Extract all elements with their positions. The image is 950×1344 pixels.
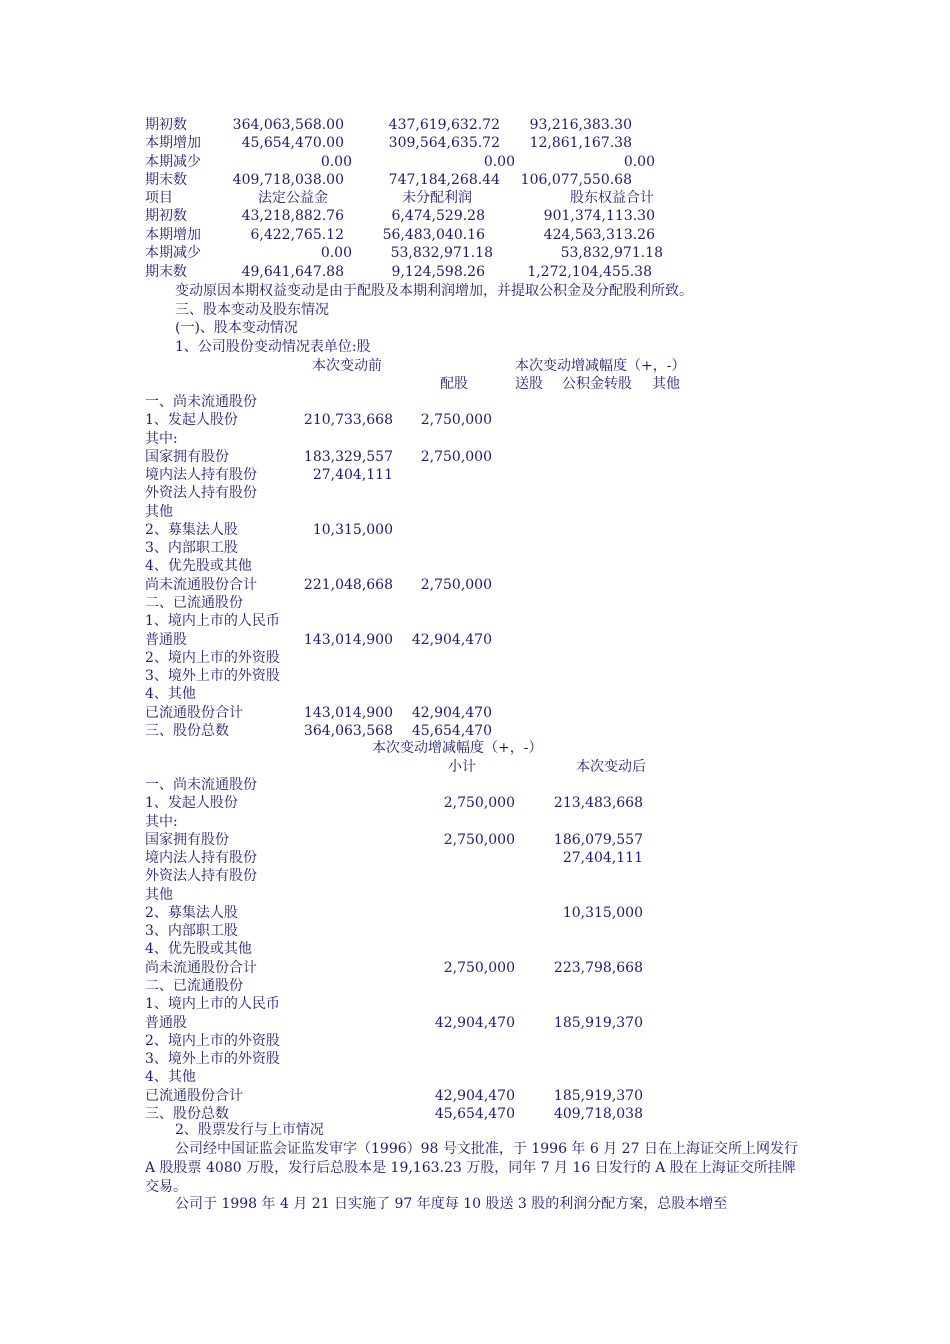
column-header: 项目 — [145, 190, 173, 206]
table-row — [0, 244, 950, 262]
cell-after: 27,404,111 — [562, 850, 643, 866]
cell-before: 143,014,900 — [303, 632, 393, 648]
row-label: 2、募集法人股 — [145, 522, 238, 538]
row-label: 外资法人持有股份 — [145, 485, 257, 501]
row-label: 4、其他 — [145, 686, 196, 702]
cell-value: 309,564,635.72 — [388, 135, 500, 151]
column-header-other: 其他 — [652, 376, 680, 392]
section-title: 三、股本变动及股东情况 — [175, 302, 329, 318]
cell-value: 6,422,765.12 — [250, 227, 344, 243]
row-label: 本期减少 — [145, 245, 201, 261]
row-label: 1、发起人股份 — [145, 412, 238, 428]
cell-value: 1,272,104,455.38 — [527, 264, 652, 280]
table-row — [0, 226, 950, 244]
row-label: 尚未流通股份合计 — [145, 960, 257, 976]
table-row — [0, 722, 950, 740]
table-row — [0, 849, 950, 867]
table-row — [0, 134, 950, 152]
table-row — [0, 1014, 950, 1032]
table-row — [0, 116, 950, 134]
subsection-heading — [0, 1121, 950, 1139]
table-header-row — [0, 189, 950, 207]
row-label: 境内法人持有股份 — [145, 467, 257, 483]
column-header-after: 本次变动后 — [576, 759, 646, 775]
equity-change-reason — [0, 282, 950, 300]
cell-before: 221,048,668 — [303, 577, 393, 593]
cell-value: 6,474,529.28 — [391, 208, 485, 224]
column-header-gongjijin: 公积金转股 — [562, 376, 632, 392]
row-label: 普通股 — [145, 1015, 187, 1031]
cell-peigu: 2,750,000 — [420, 412, 492, 428]
cell-value: 747,184,268.44 — [388, 172, 500, 188]
column-header-peigu: 配股 — [440, 376, 468, 392]
cell-value: 53,832,971.18 — [560, 245, 663, 261]
table-row — [0, 521, 950, 539]
row-label: 本期增加 — [145, 135, 201, 151]
row-label: 4、优先股或其他 — [145, 941, 252, 957]
row-label: 三、股份总数 — [145, 723, 229, 739]
table-row — [0, 1068, 950, 1086]
row-label: 普通股 — [145, 632, 187, 648]
share-table2-header — [0, 739, 950, 757]
cell-subtotal: 2,750,000 — [443, 832, 515, 848]
section-heading — [0, 301, 950, 319]
table-row — [0, 977, 950, 995]
table-row — [0, 393, 950, 411]
cell-subtotal: 2,750,000 — [443, 795, 515, 811]
table-row — [0, 411, 950, 429]
cell-before: 210,733,668 — [303, 412, 393, 428]
paragraph-issuance — [145, 1140, 807, 1197]
cell-subtotal: 42,904,470 — [434, 1015, 515, 1031]
table-row — [0, 1087, 950, 1105]
cell-value: 424,563,313.26 — [543, 227, 655, 243]
table-row — [0, 831, 950, 849]
cell-after: 185,919,370 — [553, 1088, 643, 1104]
column-header-subtotal: 小计 — [448, 759, 476, 775]
table-row — [0, 685, 950, 703]
table-row — [0, 612, 950, 630]
row-label: 期初数 — [145, 208, 187, 224]
row-label: 其他 — [145, 887, 173, 903]
row-label: 尚未流通股份合计 — [145, 577, 257, 593]
cell-value: 56,483,040.16 — [382, 227, 485, 243]
row-label: 已流通股份合计 — [145, 1088, 243, 1104]
cell-value: 43,218,882.76 — [241, 208, 344, 224]
cell-before: 10,315,000 — [312, 522, 393, 538]
table-row — [0, 995, 950, 1013]
table-row — [0, 153, 950, 171]
table-row — [0, 813, 950, 831]
paragraph-text: 公司于 1998 年 4 月 21 日实施了 97 年度每 10 股送 3 股的利润分配方案，总股本增至 — [175, 1196, 728, 1212]
row-label: 境内法人持有股份 — [145, 850, 257, 866]
row-label: 国家拥有股份 — [145, 449, 229, 465]
reason-text: 变动原因本期权益变动是由于配股及本期利润增加，并提取公积金及分配股利所致。 — [175, 283, 693, 299]
table-row — [0, 503, 950, 521]
cell-value: 0.00 — [623, 154, 655, 170]
table-row — [0, 263, 950, 281]
row-label: 本期增加 — [145, 227, 201, 243]
cell-value: 409,718,038.00 — [232, 172, 344, 188]
table-row — [0, 704, 950, 722]
paragraph-text: 公司经中国证监会证监发审字（1996）98 号文批准，于 1996 年 6 月 27 日在上海证交所上网发行 A 股股票 4080 万股，发行后总股本是 19,163.23 万股，同年 7 月 16 日发行的 A 股在上海证交所挂牌交易。 — [145, 1141, 798, 1195]
cell-after: 185,919,370 — [553, 1015, 643, 1031]
cell-value: 0.00 — [483, 154, 515, 170]
cell-value: 93,216,383.30 — [529, 117, 632, 133]
row-label: 其中: — [145, 814, 178, 830]
table-row — [0, 776, 950, 794]
row-label: 2、募集法人股 — [145, 905, 238, 921]
row-label: 其他 — [145, 504, 173, 520]
cell-subtotal: 2,750,000 — [443, 960, 515, 976]
column-header: 股东权益合计 — [570, 190, 654, 206]
table-row — [0, 867, 950, 885]
cell-after: 10,315,000 — [562, 905, 643, 921]
cell-value: 106,077,550.68 — [520, 172, 632, 188]
row-label: 一、尚未流通股份 — [145, 394, 257, 410]
row-label: 3、内部职工股 — [145, 923, 238, 939]
column-header: 未分配利润 — [402, 190, 472, 206]
table-caption — [0, 338, 950, 356]
cell-after: 213,483,668 — [553, 795, 643, 811]
cell-peigu: 45,654,470 — [411, 723, 492, 739]
cell-value: 12,861,167.38 — [529, 135, 632, 151]
cell-value: 0.00 — [320, 245, 352, 261]
row-label: 3、内部职工股 — [145, 540, 238, 556]
table-row — [0, 448, 950, 466]
column-header: 法定公益金 — [258, 190, 328, 206]
row-label: 国家拥有股份 — [145, 832, 229, 848]
cell-after: 186,079,557 — [553, 832, 643, 848]
table-row — [0, 207, 950, 225]
cell-subtotal: 45,654,470 — [434, 1106, 515, 1122]
table-row — [0, 576, 950, 594]
table-row — [0, 940, 950, 958]
cell-after: 223,798,668 — [553, 960, 643, 976]
table-row — [0, 667, 950, 685]
cell-value: 437,619,632.72 — [388, 117, 500, 133]
table-row — [0, 466, 950, 484]
table-row — [0, 922, 950, 940]
row-label: 外资法人持有股份 — [145, 868, 257, 884]
cell-subtotal: 42,904,470 — [434, 1088, 515, 1104]
cell-value: 901,374,113.30 — [543, 208, 655, 224]
row-label: 2、境内上市的外资股 — [145, 650, 280, 666]
row-label: 1、境内上市的人民币 — [145, 996, 280, 1012]
table-row — [0, 886, 950, 904]
row-label: 期初数 — [145, 117, 187, 133]
table-row — [0, 430, 950, 448]
share-table1-subheader — [0, 375, 950, 393]
row-label: 已流通股份合计 — [145, 705, 243, 721]
paragraph-dividend — [145, 1195, 807, 1214]
cell-peigu: 2,750,000 — [420, 449, 492, 465]
table-row — [0, 539, 950, 557]
cell-value: 49,641,647.88 — [241, 264, 344, 280]
row-label: 一、尚未流通股份 — [145, 777, 257, 793]
table-row — [0, 484, 950, 502]
cell-before: 364,063,568 — [303, 723, 393, 739]
row-label: 二、已流通股份 — [145, 978, 243, 994]
table-row — [0, 1032, 950, 1050]
table-row — [0, 794, 950, 812]
cell-before: 143,014,900 — [303, 705, 393, 721]
row-label: 4、其他 — [145, 1069, 196, 1085]
cell-before: 27,404,111 — [312, 467, 393, 483]
cell-value: 9,124,598.26 — [391, 264, 485, 280]
column-header-change: 本次变动增减幅度（+，-） — [515, 358, 686, 374]
row-label: 本期减少 — [145, 154, 201, 170]
cell-before: 183,329,557 — [303, 449, 393, 465]
table-row — [0, 631, 950, 649]
row-label: 4、优先股或其他 — [145, 558, 252, 574]
share-table2-subheader — [0, 758, 950, 776]
subsection-title: (一)、股本变动情况 — [175, 320, 298, 336]
column-header-change: 本次变动增减幅度（+，-） — [372, 740, 543, 756]
row-label: 其中: — [145, 431, 178, 447]
row-label: 3、境外上市的外资股 — [145, 668, 280, 684]
column-header-songgu: 送股 — [515, 376, 543, 392]
subsection-heading — [0, 319, 950, 337]
cell-peigu: 42,904,470 — [411, 632, 492, 648]
row-label: 1、境内上市的人民币 — [145, 613, 280, 629]
cell-peigu: 2,750,000 — [420, 577, 492, 593]
row-label: 期末数 — [145, 172, 187, 188]
table-row — [0, 171, 950, 189]
table-title: 1、公司股份变动情况表单位:股 — [175, 339, 371, 355]
cell-value: 45,654,470.00 — [241, 135, 344, 151]
share-table1-header — [0, 357, 950, 375]
table-row — [0, 904, 950, 922]
cell-value: 364,063,568.00 — [232, 117, 344, 133]
table-row — [0, 557, 950, 575]
cell-value: 53,832,971.18 — [390, 245, 493, 261]
subsection-title-2: 2、股票发行与上市情况 — [175, 1122, 324, 1138]
table-row — [0, 594, 950, 612]
table-row — [0, 959, 950, 977]
row-label: 期末数 — [145, 264, 187, 280]
row-label: 3、境外上市的外资股 — [145, 1051, 280, 1067]
row-label: 2、境内上市的外资股 — [145, 1033, 280, 1049]
cell-peigu: 42,904,470 — [411, 705, 492, 721]
table-row — [0, 1050, 950, 1068]
row-label: 三、股份总数 — [145, 1106, 229, 1122]
table-row — [0, 649, 950, 667]
row-label: 1、发起人股份 — [145, 795, 238, 811]
column-header-before: 本次变动前 — [312, 358, 382, 374]
cell-value: 0.00 — [320, 154, 352, 170]
row-label: 二、已流通股份 — [145, 595, 243, 611]
cell-after: 409,718,038 — [553, 1106, 643, 1122]
